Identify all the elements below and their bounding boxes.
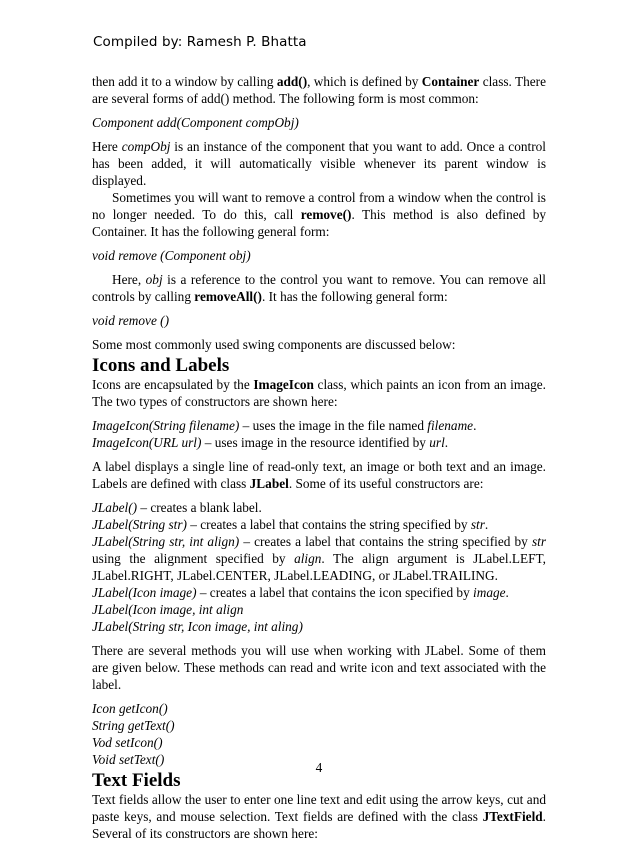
list-item: JLabel(Icon image, int align — [92, 602, 244, 617]
list-item: ImageIcon(String filename) – uses the image in the file named filename. — [92, 418, 477, 433]
paragraph-compobj: Here compObj is an instance of the component that you want to add. Once a control has been added, it will automatically visible whenever its parent window is displayed. — [92, 139, 546, 188]
list-item: JLabel(String str, Icon image, int aling) — [92, 619, 303, 634]
paragraph-text-fields: Text fields allow the user to enter one line text and edit using the arrow keys, cut and paste keys, and mouse selection. Text fields are defined with the class JTextField. Several of its constructors are shown here: — [92, 792, 546, 841]
page-number: 4 — [315, 760, 323, 775]
paragraph-imageicon: Icons are encapsulated by the ImageIcon class, which paints an icon from an image. The two types of constructors are shown here: — [92, 377, 546, 409]
imageicon-constructors — [92, 417, 546, 451]
list-item: Void setText() — [92, 752, 165, 767]
paragraph-add: then add it to a window by calling add(), which is defined by Container class. There are several forms of add() method. The following form is most common: — [92, 74, 546, 106]
list-item: JLabel(String str, int align) – creates a label that contains the string specified by str using the alignment specified by align. The align argument is JLabel.LEFT, JLabel.RIGHT, JLabel.CENTER, JLabel.LEADING, or JLabel.TRAILING. — [92, 534, 546, 583]
page-header: Compiled by: Ramesh P. Bhatta — [93, 34, 307, 50]
heading-icons-and-labels: Icons and Labels — [92, 355, 230, 376]
signature-remove-all: void remove () — [92, 313, 170, 328]
heading-text-fields: Text Fields — [92, 770, 181, 791]
list-item: Icon getIcon() — [92, 701, 168, 716]
paragraph-intro-components: Some most commonly used swing components are discussed below: — [92, 337, 456, 352]
list-item: JLabel() – creates a blank label. — [92, 500, 262, 515]
jlabel-constructors — [92, 499, 546, 635]
list-item: JLabel(String str) – creates a label that contains the string specified by str. — [92, 517, 489, 532]
paragraph-remove: Sometimes you will want to remove a control from a window when the control is no longer needed. To do this, call remove(). This method is also defined by Container. It has the following general form: — [92, 190, 547, 239]
signature-remove: void remove (Component obj) — [92, 248, 251, 263]
list-item: Vod setIcon() — [92, 735, 163, 750]
page-body — [92, 73, 546, 842]
paragraph-jlabel: A label displays a single line of read-only text, an image or both text and an image. Labels are defined with class JLabel. Some of its useful constructors are: — [92, 459, 546, 491]
list-item: String getText() — [92, 718, 175, 733]
signature-add: Component add(Component compObj) — [92, 115, 299, 130]
paragraph-remove-all: Here, obj is a reference to the control you want to remove. You can remove all controls by calling removeAll(). It has the following general form: — [92, 272, 546, 304]
paragraph-jlabel-methods: There are several methods you will use when working with JLabel. Some of them are given below. These methods can read and write icon and text associated with the label. — [92, 643, 546, 692]
list-item: ImageIcon(URL url) – uses image in the resource identified by url. — [92, 435, 449, 450]
jlabel-methods-list — [92, 700, 546, 768]
list-item: JLabel(Icon image) – creates a label that contains the icon specified by image. — [92, 585, 509, 600]
